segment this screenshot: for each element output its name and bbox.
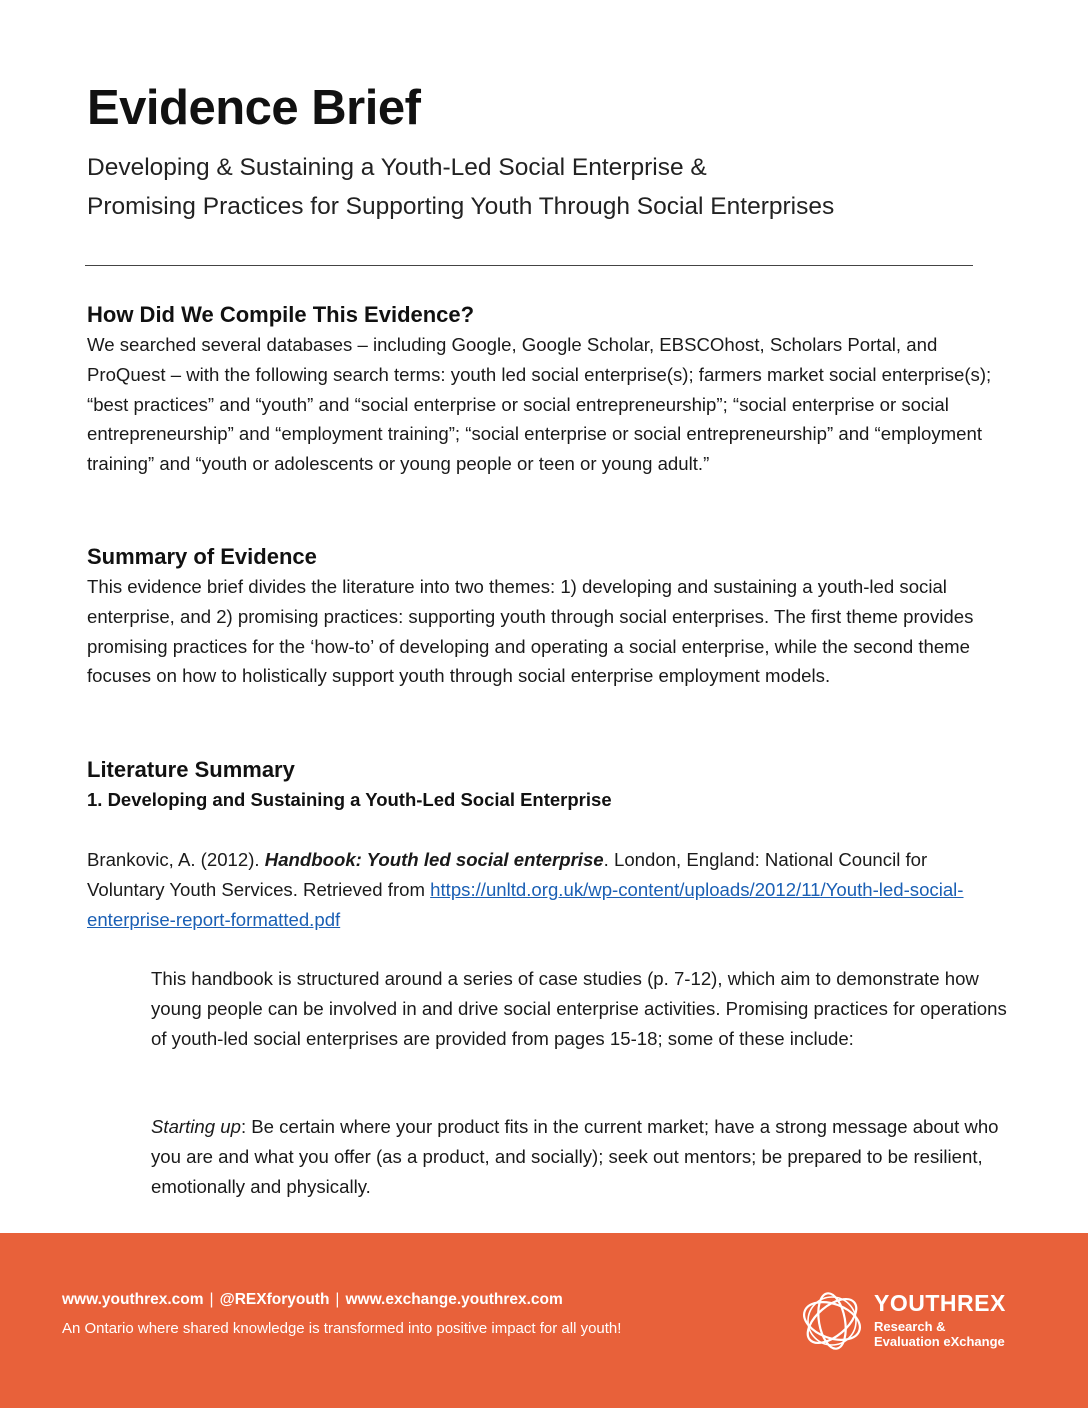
footer-tagline: An Ontario where shared knowledge is transformed into positive impact for all youth! [62,1320,622,1337]
logo-subtitle-line-1: Research & [874,1319,946,1334]
starting-up-text: : Be certain where your product fits in the current market; have a strong message about who you are and what you offer (as a product, and socially); seek out mentors; be prepared to be resilient, emotionally and physically. [151,1116,999,1197]
footer-separator: | [209,1291,214,1308]
citation-author: Brankovic, A. (2012). [87,849,265,870]
logo-name: YOUTHREX [874,1290,1006,1316]
citation-link[interactable]: https://unltd.org.uk/wp-content/uploads/2012/11/Youth-led-social-enterprise-report-formatted.pdf [87,878,964,930]
logo-subtitle-line-2: Evaluation eXchange [874,1334,1005,1349]
literature-section [87,755,1017,815]
subtitle-line-1: Developing & Sustaining a Youth-Led Social Enterprise & [87,154,707,181]
literature-heading: Literature Summary [87,757,295,782]
footer-link-twitter[interactable]: @REXforyouth [219,1291,330,1308]
subtitle-line-2: Promising Practices for Supporting Youth Through Social Enterprises [87,193,835,220]
citation-publisher: . London, England: National Council for Voluntary Youth Services. Retrieved from [87,849,928,900]
title-divider [85,265,973,266]
literature-subheading: 1. Developing and Sustaining a Youth-Led Social Enterprise [87,789,612,810]
footer-band [0,1233,1088,1408]
citation-title: Handbook: Youth led social enterprise [264,849,604,870]
summary-section [87,542,1017,691]
footer-separator: | [335,1291,340,1308]
document-subtitle [87,148,1007,226]
summary-body: This evidence brief divides the literature into two themes: 1) developing and sustaining a youth-led social enterprise, and 2) promising practices: supporting youth through social enterprises. The first theme provides promising practices for the ‘how-to’ of developing and operating a social enterprise, while the second theme focuses on how to holistically support youth through social enterprise employment models. [87,576,974,687]
footer-link-exchange[interactable]: www.exchange.youthrex.com [345,1291,563,1308]
logo-subtitle [874,1319,1024,1349]
compile-section [87,300,1017,479]
citation [87,845,1007,934]
summary-heading: Summary of Evidence [87,544,317,569]
starting-up-label: Starting up [151,1116,241,1137]
annotation-body: This handbook is structured around a series of case studies (p. 7-12), which aim to demonstrate how young people can be involved in and drive social enterprise activities. Promising practices for operations of youth-led social enterprises are provided from pages 15-18; some of these include: [151,968,1007,1049]
document-title: Evidence Brief [87,81,421,135]
annotation [151,964,1011,1053]
orbit-rings-icon [798,1287,866,1355]
youthrex-logo [798,1287,1018,1357]
starting-up-practice [151,1112,1011,1201]
footer-links [62,1291,563,1309]
compile-heading: How Did We Compile This Evidence? [87,302,475,327]
compile-body: We searched several databases – including Google, Google Scholar, EBSCOhost, Scholars Portal, and ProQuest – with the following search terms: youth led social enterprise(s); farmers market social enterprise(s); “best practices” and “youth” and “social enterprise or social entrepreneurship”; “social enterprise or social entrepreneurship” and “employment training”; “social enterprise or social entrepreneurship” and “employment training” and “youth or adolescents or young people or teen or young adult.” [87,334,992,475]
footer-link-website[interactable]: www.youthrex.com [62,1291,204,1308]
